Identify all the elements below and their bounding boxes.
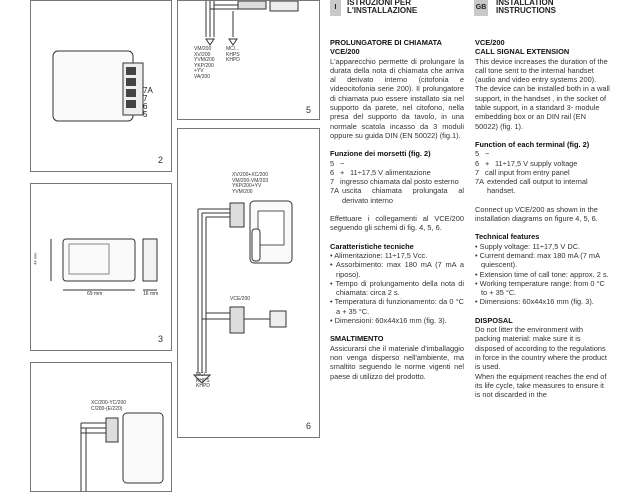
connections-paragraph: Connect up VCE/200 as shown in the installation diagrams on figure 4, 5, 6. — [475, 204, 598, 224]
tech-item: • Dimensions: 60x44x16 mm (fig. 3). — [475, 297, 594, 307]
figure-3 — [30, 183, 172, 351]
figure-7 — [30, 362, 172, 492]
language-badge-gb: GB — [474, 0, 488, 16]
figure-5 — [177, 0, 320, 120]
tech-item: • Current demand: max 180 mA (7 mA quiescent). — [475, 250, 600, 270]
figure-6 — [177, 128, 320, 438]
tech-item: • Assorbimento: max 180 mA (7 mA a riposo). — [330, 260, 464, 279]
tech-title: Technical features — [475, 232, 540, 242]
disposal-title: SMALTIMENTO — [330, 334, 384, 344]
terminal-row: 7 ingresso chiamata dal posto esterno — [330, 177, 459, 187]
intro-paragraph: This device increases the duration of the call tone sent to the internal handset (audio and video entry systems 200). The device can be installed both in a wall support, in the handset , in the socket of table support, in a standard 3- module embedding box or an DIN rail (EN 50022) (fig. 1). — [475, 56, 610, 131]
intro-paragraph: L'apparecchio permette di prolungare la durata della nota di chiamata che arriva al derivato interno (citofonia e videocitofonia serie 200). Il prolungatore di chiamata puo essere installato sia nel supporto da parete, nel citofono, nella presa del supporto da tavolo, in una normale scatola incasso da 3 moduli oppure su guida DIN (EN 50022) (fig.1). — [330, 56, 464, 140]
tech-item: • Dimensioni: 60x44x16 mm (fig. 3). — [330, 316, 447, 326]
terminal-label: 7A — [143, 86, 153, 95]
terminal-row: 7 call input from entry panel — [475, 167, 570, 177]
fig6-top-label: XV/200+XC/200 VM/200-VM/203 YKP/200+YV YVM/200 — [232, 172, 269, 195]
figure-number: 5 — [305, 105, 311, 115]
tech-item: • Alimentazione: 11÷17,5 Vcc. — [330, 250, 428, 260]
disposal-paragraph: Assicurarsi che il materiale d'imballaggio non venga disperso nell'ambiente, ma smaltito seguendo le norme vigenti nel paese di utilizzo del prodotto. — [330, 343, 464, 381]
figure-number: 2 — [157, 155, 163, 165]
wiring-drawing — [31, 363, 171, 491]
figure-2 — [30, 0, 172, 172]
terminal-row: 7A uscita chiamata prolungata al derivato interno — [330, 186, 464, 205]
language-badge-it: I — [330, 0, 341, 16]
terminal-row: 5 − — [330, 158, 345, 168]
italian-column — [330, 38, 464, 381]
terminal-row: 5 − — [475, 149, 490, 159]
dim-width-label: 69 mm — [87, 291, 103, 297]
terminals-title: Function of each terminal (fig. 2) — [475, 139, 590, 149]
english-column — [475, 38, 610, 399]
connections-paragraph: Effettuare i collegamenti al VCE/200 seguendo gli schemi di fig. 4, 5, 6. — [330, 214, 464, 233]
tech-item: • Extension time of call tone: approx. 2 s. — [475, 269, 609, 279]
tech-item: • Temperatura di funzionamento: da 0 °C a + 35 °C. — [330, 297, 464, 316]
terminal-label: 5 — [143, 110, 148, 119]
fig5-label-left: VM/200 XV/200 YVM/200 YKP/200 +YV VA/200 — [194, 46, 215, 80]
product-code: VCE/200 — [330, 47, 360, 57]
dimension-drawing — [31, 184, 171, 350]
fig6-vce-label: VCE/200 — [230, 296, 251, 302]
product-code: VCE/200 — [475, 38, 505, 47]
figure-7-label: XC/200-YC/200 C/200-(E/220) — [91, 400, 127, 412]
terminal-row: 6 + 11÷17,5 V alimentazione — [330, 167, 431, 177]
product-title: PROLUNGATORE DI CHIAMATA — [330, 38, 442, 47]
fig5-label-right: MC/... KHPS KHPD — [226, 46, 240, 63]
terminal-labels — [143, 87, 153, 119]
fig6-bottom-label: MC/... KHPS KHPD — [196, 372, 210, 389]
terminals-title: Funzione dei morsetti (fig. 2) — [330, 149, 431, 159]
tech-title: Caratteristiche tecniche — [330, 241, 414, 251]
section-header-it: ISTRUZIONI PER L'INSTALLAZIONE — [347, 0, 418, 15]
terminal-label: 6 — [143, 102, 148, 111]
dim-depth-label: 16 mm — [143, 291, 159, 297]
figure-number: 6 — [305, 421, 311, 431]
terminal-row: 6 + 11÷17,5 V supply voltage — [475, 158, 578, 168]
figure-number: 3 — [157, 334, 163, 344]
tech-item: • Tempo di prolungamento della nota di chiamata: circa 2 s. — [330, 278, 464, 298]
disposal-title: DISPOSAL — [475, 315, 513, 325]
tech-list — [330, 251, 464, 325]
disposal-paragraph: Do not litter the environment with packing material: make sure it is disposed of according to the regulations in force in the country where the product is used. When the equipment reaches the end of its life cycle, take measures to ensure it is not discarded in the — [475, 325, 607, 400]
terminal-row: 7A extended call output to internal handset. — [475, 177, 588, 196]
tech-item: • Working temperature range: from 0 °C to + 35 °C. — [475, 278, 605, 298]
product-title: CALL SIGNAL EXTENSION — [475, 47, 570, 57]
tech-item: • Supply voltage: 11÷17,5 V DC. — [475, 241, 581, 251]
dim-height-label: 44 mm — [32, 252, 38, 265]
section-header-gb: INSTALLATION INSTRUCTIONS — [496, 0, 556, 15]
terminal-label: 7 — [143, 94, 148, 103]
tech-list — [475, 242, 610, 307]
